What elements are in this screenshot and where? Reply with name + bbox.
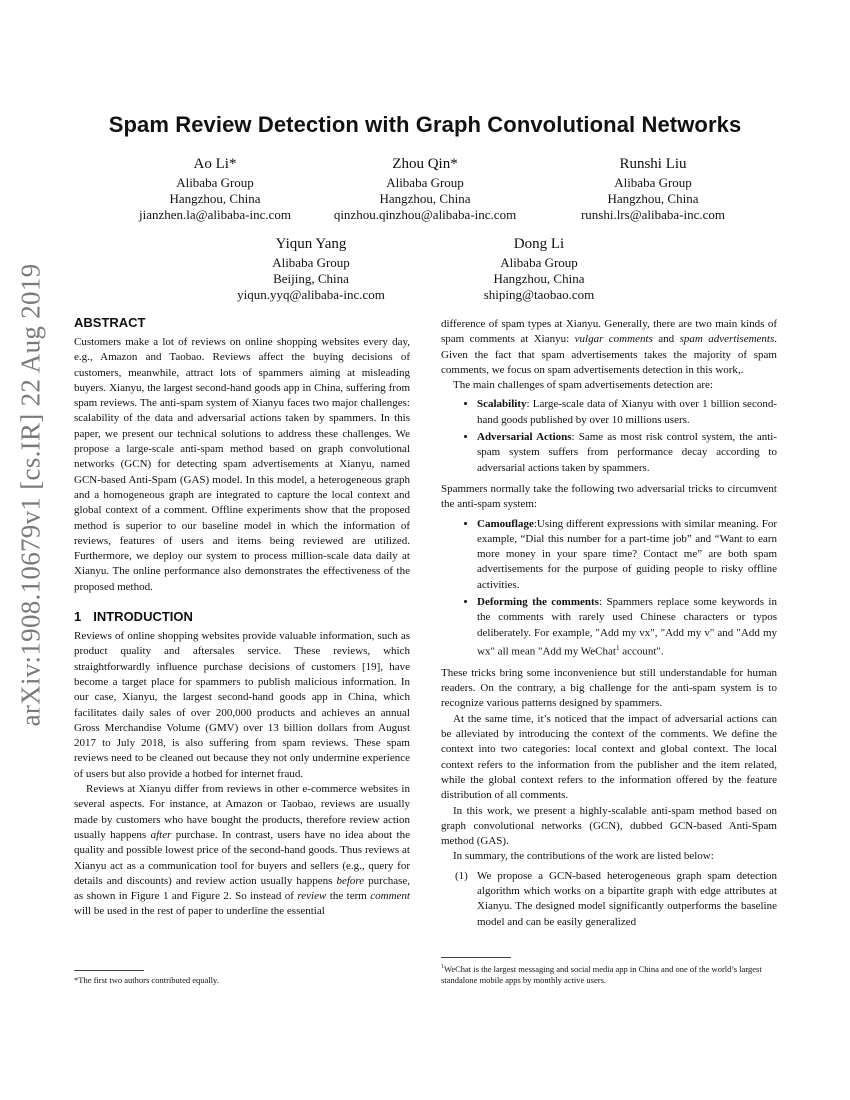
author-location: Beijing, China: [273, 271, 349, 286]
author-location: Hangzhou, China: [607, 191, 699, 206]
section-number: 1: [74, 609, 82, 625]
author-email[interactable]: shiping@taobao.com: [483, 287, 595, 302]
author-block: [305, 154, 545, 223]
abstract-text: Customers make a lot of reviews on online shopping websites every day, e.g., Amazon and Taobao. Reviews affect the buying decisions of customers, meanwhile, attract lots of spammers aiming at misleading buyers. Xianyu, the largest second-hand goods app in China, suffering from spam reviews. The anti-spam system of Xianyu faces two major challenges: scalability of the data and adversarial actions taken by spammers. In this paper, we present our technical solutions to address these challenges. We propose a large-scale anti-spam method based on graph convolutional networks (GCN) for detecting spam advertisements at Xianyu, named GCN-based Anti-Spam (GAS) model. In this model, a heterogeneous graph and a homogeneous graph are integrated to capture the local context and global context of a comment. Offline experiments show that the proposed method is superior to our baseline model in which the information of reviews, features of users and items being reviewed are utilized. Furthermore, we deploy our system to process million-scale data daily at Xianyu. The online performance also demonstrates the effectiveness of the proposed method.: [74, 336, 410, 593]
equal-contribution-mark: *: [228, 156, 237, 172]
arxiv-sidebar: [14, 263, 48, 727]
contributions-list: [441, 869, 777, 930]
tricks-paragraph: These tricks bring some inconvenience but still understandable for human readers. On the contrary, a big challenge for the anti-spam system is to recognize various patterns designed by spammers.: [441, 666, 777, 710]
author-block: [191, 234, 431, 303]
context-paragraph: At the same time, it’s noticed that the impact of adversarial actions can be alleviated by introducing the context of the comments. We define the context into two categories: local context and global context. The local context refers to the information from the publisher and the item related, while the global context refers to the information offered by the feature distribution of all comments.: [441, 712, 777, 802]
author-block: [95, 154, 335, 223]
list-item: • Adversarial Actions: Same as most risk control system, the anti-spam system suffers from performance decay according to adversarial actions taken by spammers.: [477, 430, 777, 476]
footnote-rule: [74, 970, 144, 971]
author-email[interactable]: qinzhou.qinzhou@alibaba-inc.com: [333, 207, 517, 222]
author-email[interactable]: yiqun.yyq@alibaba-inc.com: [237, 287, 385, 302]
abstract-heading: ABSTRACT: [74, 315, 146, 330]
challenges-intro: The main challenges of spam advertisements detection are:: [453, 379, 713, 392]
footnote-left: *The first two authors contributed equally.: [74, 975, 219, 985]
list-item: • Scalability: Large-scale data of Xianyu with over 1 billion second-hand goods published by over 10 millions users.: [477, 397, 777, 428]
paper-title: Spam Review Detection with Graph Convolutional Networks: [108, 112, 742, 137]
list-item: • Deforming the comments: Spammers replace some keywords in the comments with rarely used Chinese characters or typos deliberately. For example, "Add my vx", "Add my v" and "Add my wx" all mean "Add my WeChat$^1$ account".: [477, 595, 777, 660]
intro-paragraph-2: Reviews at Xianyu differ from reviews in other e-commerce websites in several aspects. For instance, at Amazon or Taobao, reviews are usually made by customers who have bought the products, therefore review action usually happens after purchase. In contrast, users have no idea about the quality and possible lowest price of the second-hand goods. Thus reviews at Xianyu act as a communication tool for buyers and sellers (e.g., query for details and discounts) and review action usually happens before purchase, as shown in Figure 1 and Figure 2. So instead of review the term comment will be used in the rest of paper to underline the essential: [74, 783, 410, 918]
left-column: [74, 315, 410, 920]
author-location: Hangzhou, China: [379, 191, 471, 206]
footnote-right: $^1$WeChat is the largest messaging and social media app in China and one of the world’s largest standalone mobile apps by monthly active users.: [441, 963, 762, 985]
right-paragraph-spam-types: difference of spam types at Xianyu. Generally, there are two main kinds of spam comments at Xianyu: vulgar comments and spam advertisements. Given the fact that spam advertisements takes the majority of spam comments, we focus on spam advertisements detection in this work,.: [441, 318, 778, 376]
author-location: Hangzhou, China: [493, 271, 585, 286]
introduction-heading: [74, 609, 410, 625]
equal-contribution-mark: *: [450, 156, 458, 172]
author-affiliation: Alibaba Group: [500, 255, 578, 270]
list-item: (1) We propose a GCN-based heterogeneous graph spam detection algorithm which works on a bipartite graph with edge attributes at Xianyu. The designed model significantly outperforms the baseline model and can be easily generalized: [455, 869, 777, 928]
challenges-list: [441, 397, 777, 475]
section-title: INTRODUCTION: [93, 609, 193, 625]
author-block: [533, 154, 773, 223]
method-paragraph: In this work, we present a highly-scalable anti-spam method based on graph convolutional networks (GCN), dubbed GCN-based Anti-Spam method (GAS).: [441, 804, 777, 848]
author-email[interactable]: runshi.lrs@alibaba-inc.com: [580, 207, 726, 222]
footnote-rule: [441, 957, 511, 958]
author-affiliation: Alibaba Group: [176, 175, 254, 190]
author-name: Dong Li: [513, 236, 565, 252]
author-block: [419, 234, 659, 303]
tricks-list: [441, 517, 777, 660]
arxiv-identifier: arXiv:1908.10679v1 [cs.IR] 22 Aug 2019: [15, 263, 46, 727]
author-name: Ao Li: [193, 156, 229, 172]
list-item: • Camouflage:Using different expressions with similar meaning. For example, “Dial this number for a part-time job” and “Want to earn more money in your spare time? Contact me” are both spam advertisements for the purpose of guiding people to risky offline activities.: [477, 517, 777, 593]
right-column: [441, 317, 777, 930]
author-affiliation: Alibaba Group: [272, 255, 350, 270]
author-affiliation: Alibaba Group: [386, 175, 464, 190]
tricks-intro: Spammers normally take the following two adversarial tricks to circumvent the anti-spam system:: [441, 482, 777, 511]
summary-paragraph: In summary, the contributions of the work are listed below:: [453, 850, 714, 863]
author-name: Runshi Liu: [619, 156, 687, 172]
author-location: Hangzhou, China: [169, 191, 261, 206]
intro-paragraph-1: Reviews of online shopping websites provide valuable information, such as product quality and aftersales service. These reviews, which straightforwardly influence purchase decisions of customers [19], have become a target place for spammers to publish malicious information. In our case, Xianyu, the largest second-hand goods app in China, which facilitates daily sales of over 200,000 products and achieves an annual Gross Merchandise Volume (GMV) over 13 billion dollars from August 2017 to July 2018, is also suffering from spam reviews. These spam reviews need to be cleaned out because they not only undermine experience of users but also provide a hotbed for internet fraud.: [74, 630, 410, 780]
author-email[interactable]: jianzhen.la@alibaba-inc.com: [138, 207, 291, 222]
author-name: Zhou Qin: [392, 156, 451, 172]
author-affiliation: Alibaba Group: [614, 175, 692, 190]
author-name: Yiqun Yang: [275, 236, 347, 252]
